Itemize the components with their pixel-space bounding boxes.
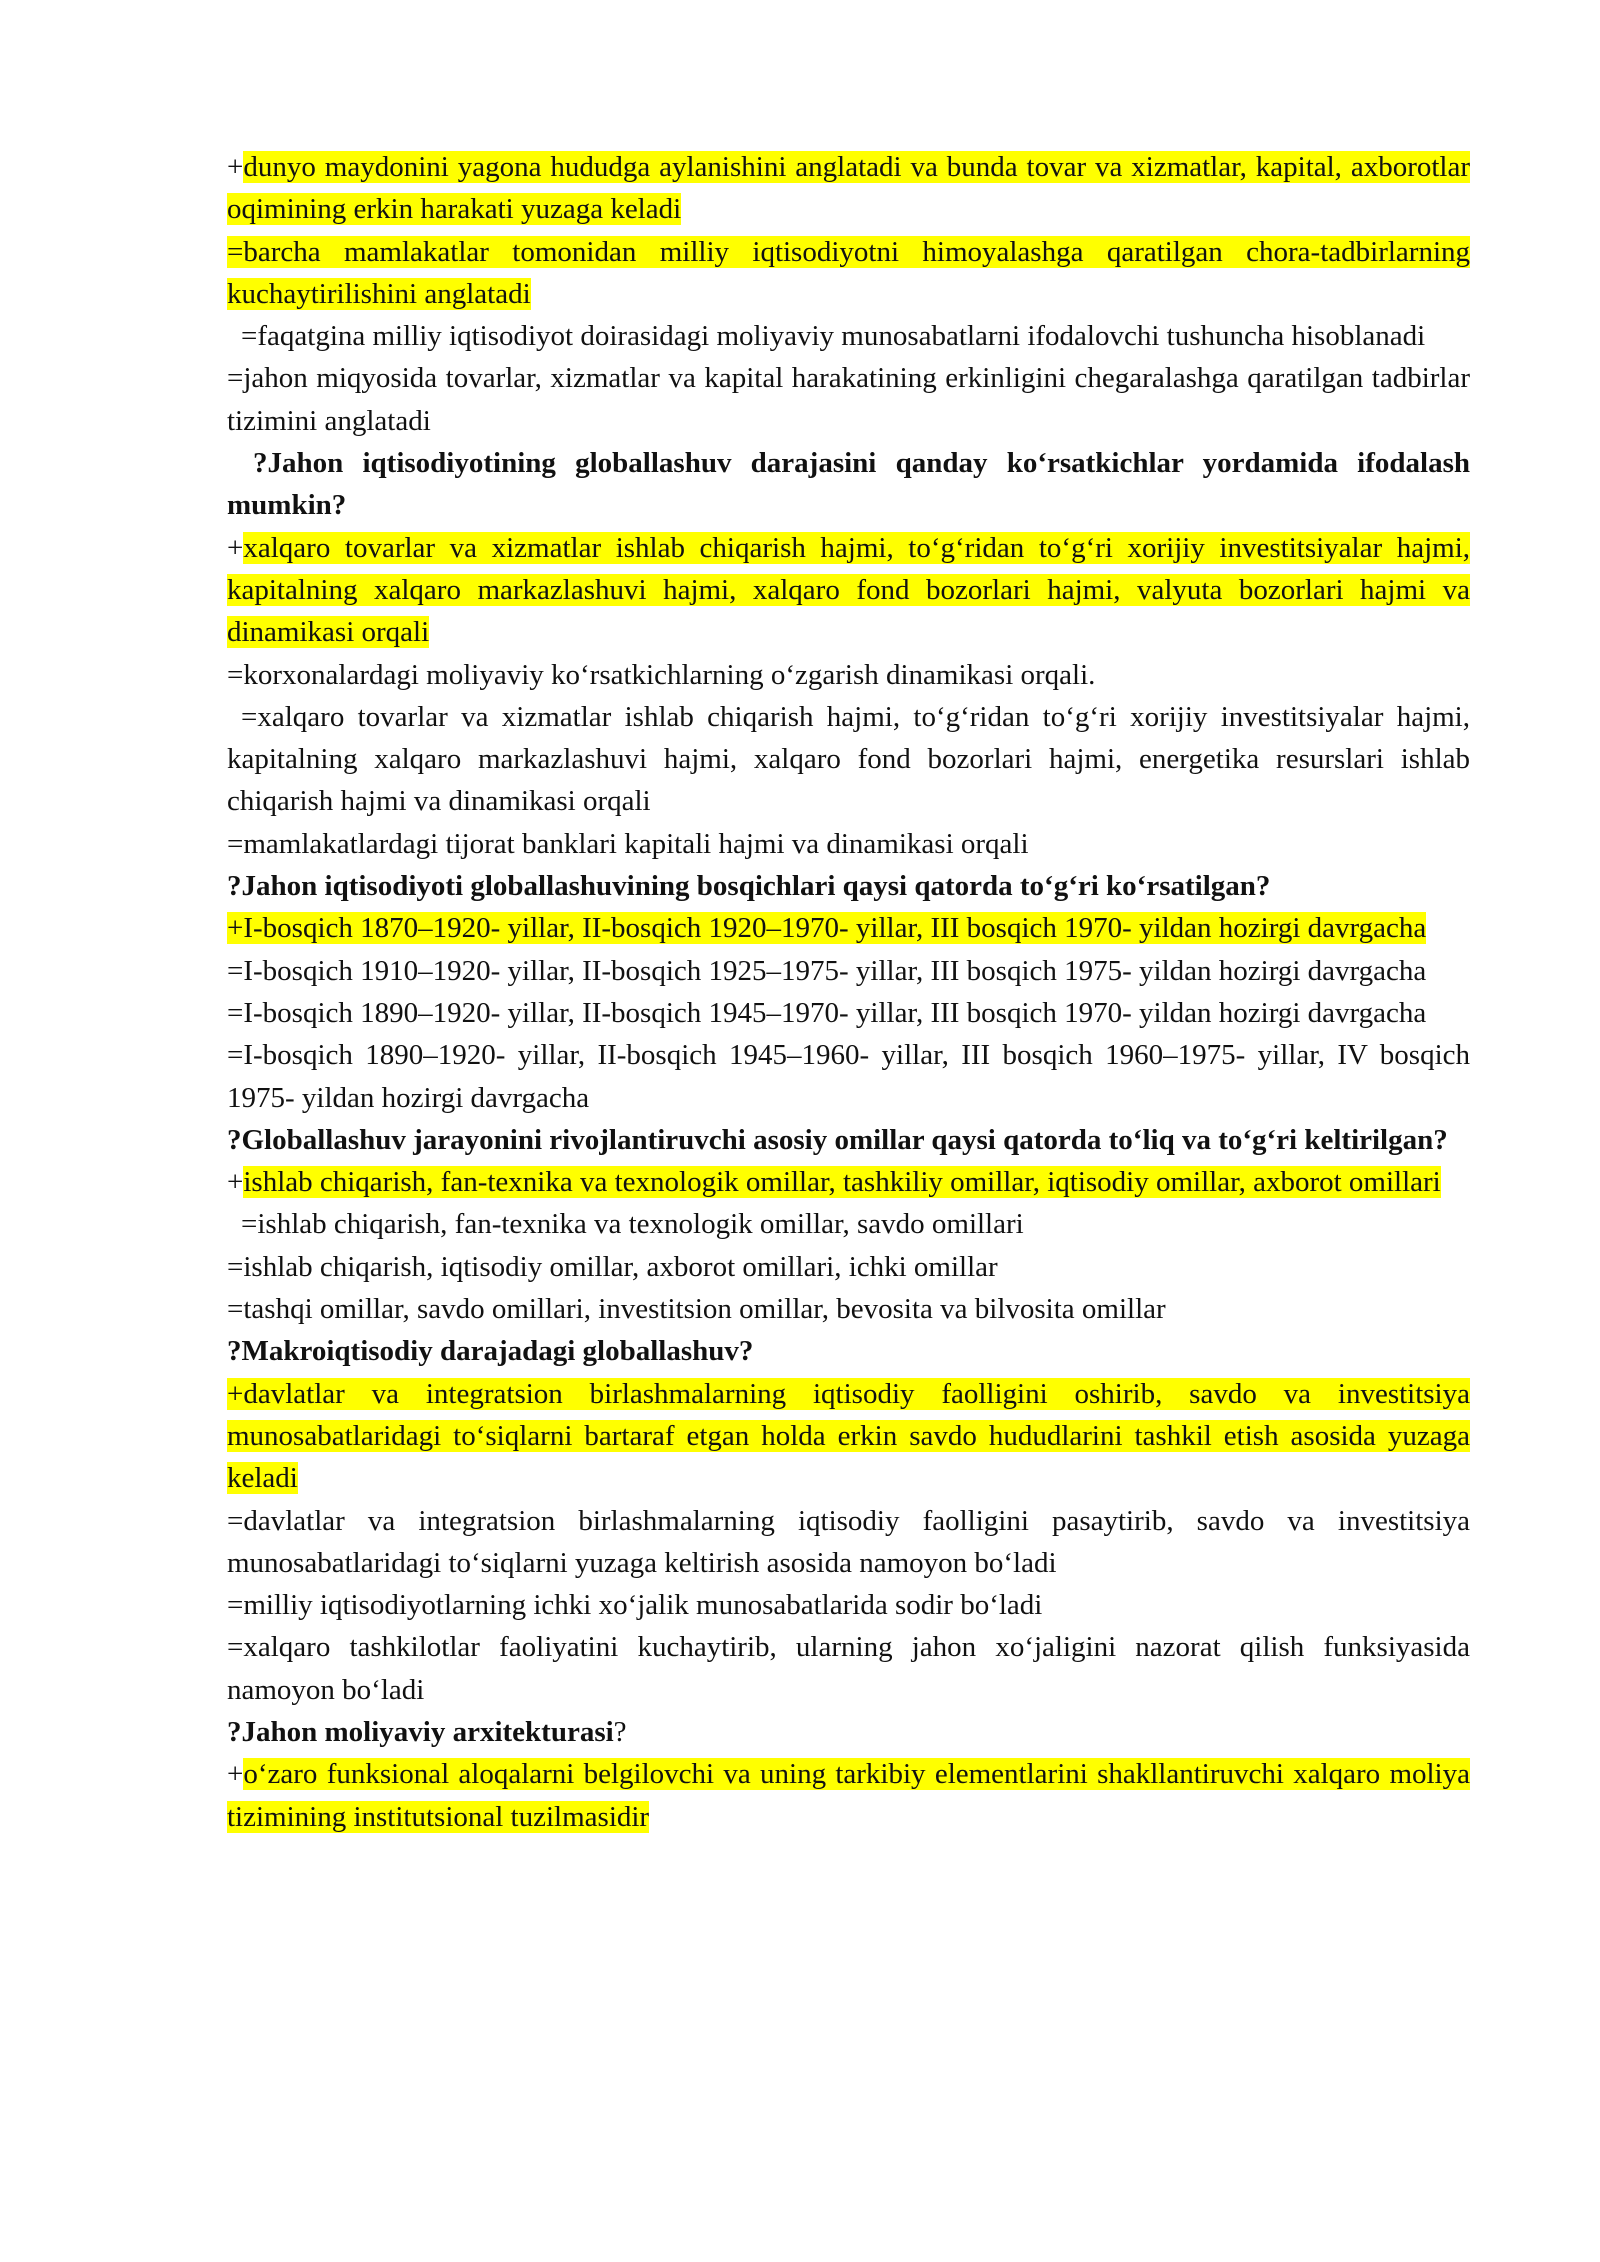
- question-text: ?Jahon iqtisodiyoti globallashuvining bosqichlari qaysi qatorda to‘g‘ri ko‘rsatilgan?: [227, 870, 1271, 903]
- question-text: [227, 1711, 1470, 1753]
- answer-option: =ishlab chiqarish, fan-texnika va texnologik omillar, savdo omillari: [241, 1208, 1024, 1241]
- answer-correct: [227, 146, 1470, 231]
- answer-option: =jahon miqyosida tovarlar, xizmatlar va kapital harakatining erkinligini chegaralashga qaratilgan tadbirlar tizimini anglatadi: [227, 362, 1470, 437]
- answer-option: =faqatgina milliy iqtisodiyot doirasidagi moliyaviy munosabatlarni ifodalovchi tushuncha hisoblanadi: [241, 320, 1426, 353]
- answer-option: =korxonalardagi moliyaviy ko‘rsatkichlarning o‘zgarish dinamikasi orqali.: [227, 658, 1096, 691]
- answer-marker: +: [227, 1166, 244, 1199]
- highlighted-answer-text: =barcha mamlakatlar tomonidan milliy iqtisodiyotni himoyalashga qaratilgan chora-tadbirlarning kuchaytirilishini anglatadi: [227, 235, 1470, 310]
- answer-option: =milliy iqtisodiyotlarning ichki xo‘jalik munosabatlarida sodir bo‘ladi: [227, 1589, 1043, 1622]
- answer-option: =xalqaro tashkilotlar faoliyatini kuchaytirib, ularning jahon xo‘jaligini nazorat qilish funksiyasida namoyon bo‘ladi: [227, 1631, 1470, 1706]
- document-body: [227, 146, 1470, 1838]
- answer-marker: +: [227, 531, 244, 564]
- question-text: ?Globallashuv jarayonini rivojlantiruvchi asosiy omillar qaysi qatorda to‘liq va to‘g‘ri keltirilgan?: [227, 1123, 1448, 1156]
- answer-option: =tashqi omillar, savdo omillari, investitsion omillar, bevosita va bilvosita omillar: [227, 1293, 1166, 1326]
- answer-correct: [227, 1161, 1470, 1203]
- question-bold-part: ?Jahon moliyaviy arxitekturasi: [227, 1715, 614, 1748]
- question-text: ?Makroiqtisodiy darajadagi globallashuv?: [227, 1335, 754, 1368]
- answer-correct: [227, 527, 1470, 654]
- answer-correct: [227, 1753, 1470, 1838]
- question-text: ?Jahon iqtisodiyotining globallashuv darajasini qanday ko‘rsatkichlar yordamida ifodalash mumkin?: [227, 447, 1470, 522]
- answer-marker: +: [227, 1758, 244, 1791]
- answer-highlighted: [227, 907, 1470, 949]
- answer-option: =ishlab chiqarish, iqtisodiy omillar, axborot omillari, ichki omillar: [227, 1250, 998, 1283]
- highlighted-answer-text: ishlab chiqarish, fan-texnika va texnologik omillar, tashkiliy omillar, iqtisodiy omillar, axborot omillari: [243, 1166, 1441, 1199]
- answer-option: =mamlakatlardagi tijorat banklari kapitali hajmi va dinamikasi orqali: [227, 827, 1029, 860]
- highlighted-answer-text: +I-bosqich 1870–1920- yillar, II-bosqich 1920–1970- yillar, III bosqich 1970- yildan hozirgi davrgacha: [227, 912, 1427, 945]
- answer-highlighted: [227, 1373, 1470, 1500]
- highlighted-answer-text: +davlatlar va integratsion birlashmalarning iqtisodiy faolligini oshirib, savdo va investitsiya munosabatlaridagi to‘siqlarni bartaraf etgan holda erkin savdo hududlarini tashkil etish asosida yuzaga keladi: [227, 1377, 1470, 1495]
- answer-option: =I-bosqich 1890–1920- yillar, II-bosqich 1945–1960- yillar, III bosqich 1960–1975- yillar, IV bosqich 1975- yildan hozirgi davrgacha: [227, 1039, 1470, 1114]
- answer-option: =xalqaro tovarlar va xizmatlar ishlab chiqarish hajmi, to‘g‘ridan to‘g‘ri xorijiy investitsiyalar hajmi, kapitalning xalqaro markazlashuvi hajmi, xalqaro fond bozorlari hajmi, energetika resurslari ishlab chiqarish hajmi va dinamikasi orqali: [227, 700, 1470, 818]
- answer-highlighted: [227, 231, 1470, 316]
- highlighted-answer-text: xalqaro tovarlar va xizmatlar ishlab chiqarish hajmi, to‘g‘ridan to‘g‘ri xorijiy investitsiyalar hajmi, kapitalning xalqaro markazlashuvi hajmi, xalqaro fond bozorlari hajmi, valyuta bozorlari hajmi va dinamikasi orqali: [227, 531, 1470, 649]
- answer-option: =I-bosqich 1910–1920- yillar, II-bosqich 1925–1975- yillar, III bosqich 1975- yildan hozirgi davrgacha: [227, 954, 1427, 987]
- question-mark: ?: [613, 1715, 627, 1748]
- answer-option: =I-bosqich 1890–1920- yillar, II-bosqich 1945–1970- yillar, III bosqich 1970- yildan hozirgi davrgacha: [227, 996, 1427, 1029]
- highlighted-answer-text: o‘zaro funksional aloqalarni belgilovchi va uning tarkibiy elementlarini shakllantiruvchi xalqaro moliya tizimining institutsional tuzilmasidir: [227, 1758, 1470, 1833]
- answer-option: =davlatlar va integratsion birlashmalarning iqtisodiy faolligini pasaytirib, savdo va investitsiya munosabatlaridagi to‘siqlarni yuzaga keltirish asosida namoyon bo‘ladi: [227, 1504, 1470, 1579]
- answer-marker: +: [227, 151, 244, 183]
- highlighted-answer-text: dunyo maydonini yagona hududga aylanishini anglatadi va bunda tovar va xizmatlar, kapital, axborotlar oqimining erkin harakati yuzaga keladi: [227, 151, 1470, 226]
